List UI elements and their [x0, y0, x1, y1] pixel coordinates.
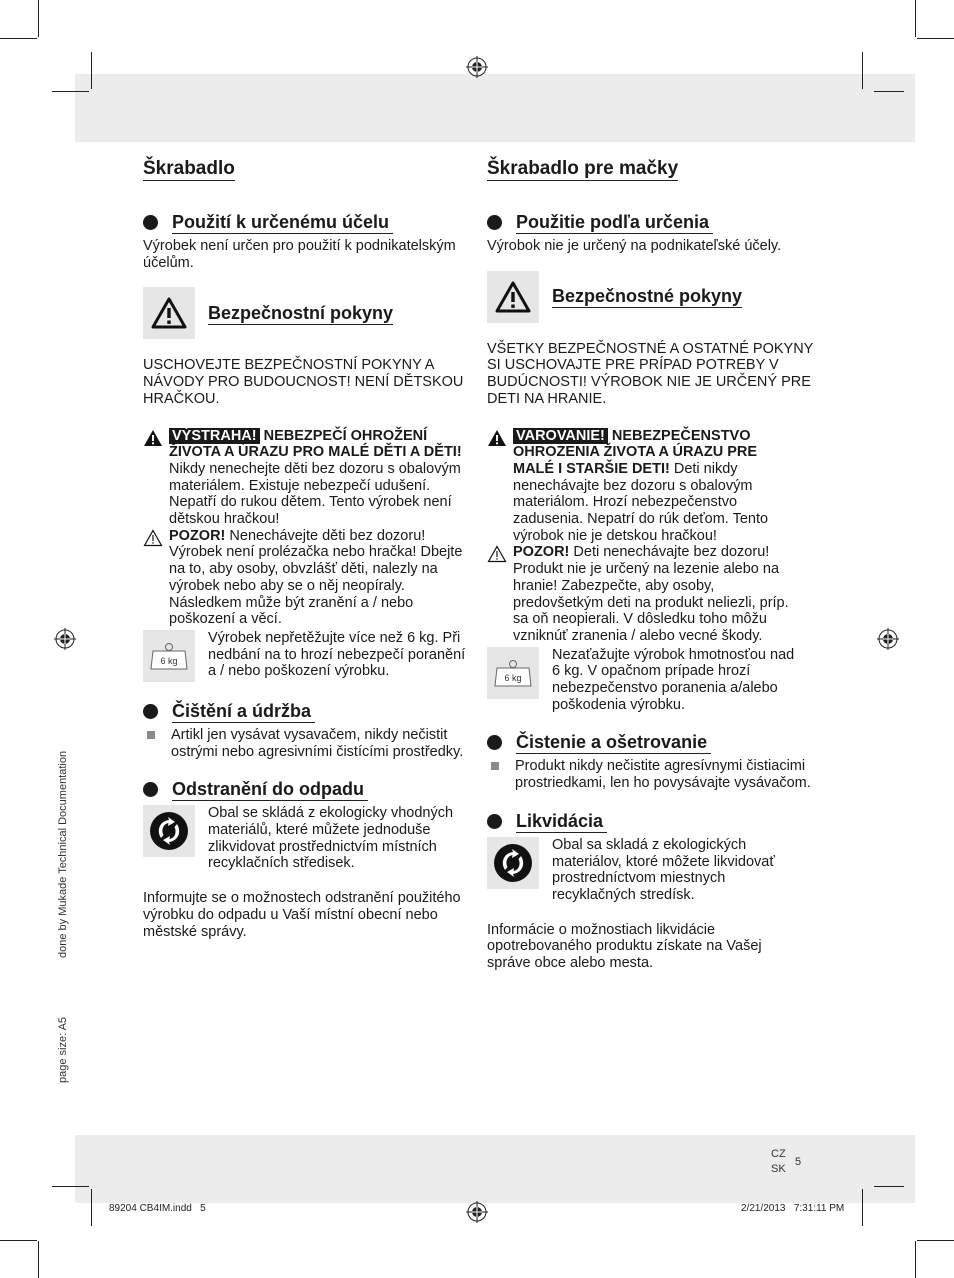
print-timestamp: 2/21/2013 7:31:11 PM	[741, 1203, 845, 1214]
bullet-icon	[487, 215, 502, 230]
weight-limit-block	[487, 647, 817, 714]
page-title: Škrabadlo pre mačky	[487, 158, 679, 179]
disposal-text: Informácie o možnostiach likvidácie opotrebovaného produktu získate na Vašej správe obce alebo mesta.	[487, 921, 762, 972]
section-heading	[487, 731, 817, 754]
list-item-text: Produkt nikdy nečistite agresívnymi čistiacimi prostriedkami, len ho povysávajte vysávačom.	[515, 758, 811, 792]
warning-text: Nikdy nenechejte děti bez dozoru s obalovým materiálem. Existuje nebezpečí udušení. Nepatří do rukou dětem. Tento výrobek není dětskou hračkou!	[169, 460, 461, 528]
section-heading	[143, 700, 468, 723]
section-title: Čistenie a ošetrovanie	[516, 731, 711, 754]
column-slovak	[487, 158, 817, 986]
warning-triangle-icon	[487, 271, 539, 323]
bullet-icon	[143, 704, 158, 719]
section-heading	[143, 211, 468, 234]
side-credit	[57, 751, 69, 958]
safety-text: USCHOVEJTE BEZPEČNOSTNÍ POKYNY A NÁVODY PRO BUDOUCNOST! NENÍ DĚTSKOU HRAČKOU.	[143, 357, 464, 407]
green-dot-recycle-icon	[487, 837, 539, 889]
caution-block	[487, 544, 817, 644]
section-heading	[487, 211, 817, 234]
crop-mark	[52, 1186, 89, 1187]
crop-mark	[874, 91, 904, 92]
warning-bold: NEBEZPEČÍ OHROŽENÍ ŽIVOTA A ÚRAZU PRO MALÉ DĚTI A DĚTI!	[169, 427, 462, 461]
crop-mark	[874, 1186, 904, 1187]
weight-limit-block	[143, 630, 468, 682]
crop-mark	[91, 52, 92, 89]
weight-label: 6 kg	[504, 672, 522, 683]
warning-block	[487, 428, 817, 545]
safety-title: Bezpečnostní pokyny	[208, 302, 394, 323]
square-bullet-icon	[491, 762, 499, 770]
section-title: Použitie podľa určenia	[516, 211, 713, 234]
safety-title: Bezpečnostné pokyny	[552, 286, 743, 307]
warning-tag: VAROVANIE!	[513, 428, 608, 444]
page-number: 5	[795, 1156, 802, 1168]
registration-mark-icon	[466, 56, 488, 78]
section-heading	[143, 778, 468, 801]
bottom-band	[75, 1135, 915, 1203]
safety-text: VŠETKY BEZPEČNOSTNÉ A OSTATNÉ POKYNY SI USCHOVAJTE PRE PRÍPAD POTREBY V BUDÚCNOSTI! VÝROBOK NIE JE URČENÝ PRE DETI NA HRANIE.	[487, 340, 814, 407]
crop-mark	[91, 1189, 92, 1226]
side-credit-text: done by Mukade Technical Documentation	[57, 750, 69, 958]
bullet-icon	[143, 215, 158, 230]
list-item	[487, 758, 817, 791]
warning-bold: NEBEZPEČENSTVO OHROZENIA ŽIVOTA A ÚRAZU PRE MALÉ I STARŠIE DETI!	[513, 427, 758, 477]
bullet-icon	[487, 814, 502, 829]
crop-mark	[38, 1241, 39, 1278]
recycling-text: Obal se skládá z ekologicky vhodných materiálů, které můžete jednoduše zlikvidovat prostřednictvím místních recyklačních středisek.	[208, 805, 454, 872]
weight-icon	[143, 630, 195, 682]
caution-text: Deti nenechávajte bez dozoru! Produkt nie je určený na lezenie alebo na hranie! Zabezpečte, aby osoby, predovšetkým deti na produkt neliezli, príp. sa oň neopierali. V dôsledku toho môžu vzniknúť zranenia / alebo vecné škody.	[513, 544, 789, 644]
green-dot-recycle-icon	[143, 805, 195, 857]
list-item-text: Artikl jen vysávat vysavačem, nikdy nečistit ostrými nebo agresivními čistícími prostředky.	[171, 726, 464, 760]
crop-mark	[917, 38, 954, 39]
registration-mark-icon	[466, 1201, 488, 1223]
crop-mark	[915, 1241, 916, 1278]
crop-mark	[0, 38, 37, 39]
section-text: Výrobok nie je určený na podnikateľské účely.	[487, 238, 782, 254]
recycling-block	[487, 837, 817, 904]
column-czech	[143, 158, 468, 954]
top-band	[75, 74, 915, 142]
crop-mark	[915, 0, 916, 37]
language-codes	[771, 1147, 786, 1177]
recycling-block	[143, 805, 468, 872]
warning-triangle-icon	[143, 287, 195, 339]
registration-mark-icon	[54, 628, 76, 650]
weight-text: Nezaťažujte výrobok hmotnosťou nad 6 kg. V opačnom prípade hrozí nebezpečenstvo poranenia a/alebo poškodenia výrobku.	[552, 646, 795, 713]
crop-mark	[862, 1189, 863, 1226]
page-size-note	[57, 1017, 69, 1083]
crop-mark	[0, 1240, 37, 1241]
caution-outline-icon	[143, 528, 169, 628]
weight-label: 6 kg	[160, 655, 178, 666]
crop-mark	[52, 91, 89, 92]
lang-cz: CZ	[771, 1148, 786, 1160]
section-heading	[487, 810, 817, 833]
caution-text: Nenechávejte děti bez dozoru! Výrobek není prolézačka nebo hračka! Dbejte na to, aby osoby, obvzlášť děti, nalezly na výrobek nebo aby se o něj neopíraly. Následkem může být zranění a / nebo poškození a věcí.	[169, 527, 463, 628]
section-title: Odstranění do odpadu	[172, 778, 368, 801]
crop-mark	[862, 52, 863, 89]
recycling-text: Obal sa skladá z ekologických materiálov, ktoré môžete likvidovať prostredníctvom miestnych recyklačných stredísk.	[552, 836, 775, 903]
safety-heading	[143, 287, 468, 339]
warning-filled-icon	[487, 428, 513, 545]
lang-sk: SK	[771, 1163, 786, 1175]
section-text: Výrobek není určen pro použití k podnikatelským účelům.	[143, 238, 456, 271]
registration-mark-icon	[877, 628, 899, 650]
crop-mark	[38, 0, 39, 37]
caution-bold: POZOR!	[169, 527, 226, 544]
safety-heading	[487, 271, 817, 323]
bullet-icon	[143, 782, 158, 797]
caution-block	[143, 528, 468, 628]
bullet-icon	[487, 735, 502, 750]
warning-text: Deti nikdy nenechávajte bez dozoru s obalovým materiálom. Hrozí nebezpečenstvo zadusenia. Nepatrí do rúk deťom. Tento výrobok nie je detskou hračkou!	[513, 460, 769, 544]
section-title: Likvidácia	[516, 810, 607, 833]
list-item	[143, 727, 468, 760]
warning-tag: VÝSTRAHA!	[169, 428, 260, 444]
section-title: Použití k určenému účelu	[172, 211, 393, 234]
section-title: Čištění a údržba	[172, 700, 315, 723]
file-slug: 89204 CB4IM.indd 5	[109, 1203, 206, 1214]
square-bullet-icon	[147, 731, 155, 739]
caution-outline-icon	[487, 544, 513, 644]
warning-block	[143, 428, 468, 528]
page-size-text: page size: A5	[57, 1016, 69, 1083]
weight-icon	[487, 647, 539, 699]
warning-filled-icon	[143, 428, 169, 528]
page-title: Škrabadlo	[143, 158, 235, 179]
weight-text: Výrobek nepřetěžujte více než 6 kg. Při nedbání na to hrozí nebezpečí poranění a / nebo poškození výrobku.	[208, 629, 466, 680]
crop-mark	[917, 1240, 954, 1241]
caution-bold: POZOR!	[513, 544, 570, 561]
disposal-text: Informujte se o možnostech odstranění použitého výrobku do odpadu u Vaší místní obecní nebo městské správy.	[143, 890, 461, 940]
